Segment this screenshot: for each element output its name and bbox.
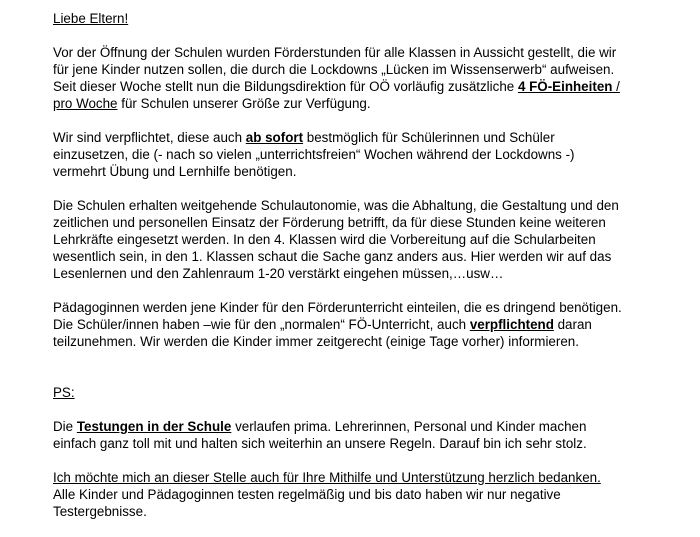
paragraph-verpflichtung [53,129,683,180]
greeting-text: Liebe Eltern! [53,11,129,26]
text-line: einfach ganz toll mit und halten sich weiterhin an unsere Regeln. Darauf bin ich sehr stolz. [53,436,587,451]
text-run: bestmöglich für Schülerinnen und Schüler [303,130,555,145]
text-run: Die Schüler/innen haben –wie für den „normalen“ FÖ-Unterricht, auch [53,317,470,332]
text-line [53,316,683,333]
text-line: Alle Kinder und Pädagoginnen testen regelmäßig und bis dato haben wir nur negative [53,487,561,502]
blank-line [53,367,683,384]
text-line: für jene Kinder nutzen sollen, die durch die Lockdowns „Lücken im Wissenserwerb“ aufweisen. [53,62,615,77]
text-run: für Schulen unserer Größe zur Verfügung. [117,96,371,111]
paragraph-paedagoginnen [53,299,683,350]
text-run: Wir sind verpflichtet, diese auch [53,130,246,145]
text-run: Die [53,419,77,434]
paragraph-foerderstunden [53,44,683,112]
text-line: Lesenlernen und den Zahlenraum 1-20 verstärkt eingehen müssen,…usw… [53,266,504,281]
text-run: / [612,79,620,94]
text-line: Lehrkräfte eingesetzt werden. In den 4. Klassen wird die Vorbereitung auf die Schularbeiten [53,232,596,247]
greeting [53,10,683,27]
text-line: teilzunehmen. Wir werden die Kinder immer zeitgerecht (einige Tage vorher) informieren. [53,334,579,349]
text-line [53,78,683,95]
ps-heading-text: PS: [53,385,75,400]
paragraph-schulautonomie [53,197,683,282]
text-run: verlaufen prima. Lehrerinnen, Personal und Kinder machen [231,419,587,434]
highlight-ab-sofort: ab sofort [245,130,304,145]
thanks-line: Ich möchte mich an dieser Stelle auch für Ihre Mithilfe und Unterstützung herzlich bedanken. [53,470,601,485]
text-line: Pädagoginnen werden jene Kinder für den Förderunterricht einteilen, die es dringend benötigen. [53,300,622,315]
text-line: Die Schulen erhalten weitgehende Schulautonomie, was die Abhaltung, die Gestaltung und den [53,198,619,213]
text-line: zeitlichen und personellen Einsatz der Förderung betrifft, da für diese Stunden keine weiteren [53,215,606,230]
text-line [53,129,683,146]
text-run: daran [553,317,592,332]
text-run: Seit dieser Woche stellt nun die Bildungsdirektion für OÖ vorläufig zusätzliche [53,79,518,94]
highlight-verpflichtend: verpflichtend [469,317,554,332]
ps-heading [53,384,683,401]
highlight-units: 4 FÖ-Einheiten [517,79,613,94]
paragraph-testungen [53,418,683,452]
paragraph-dank [53,469,683,520]
highlight-per-week: pro Woche [53,96,118,111]
text-line [53,95,683,112]
letter-document [53,10,683,537]
text-line: Vor der Öffnung der Schulen wurden Förderstunden für alle Klassen in Aussicht gestellt, die wir [53,45,617,60]
highlight-testungen: Testungen in der Schule [76,419,232,434]
text-line: vermehrt Übung und Lernhilfe benötigen. [53,164,297,179]
text-line [53,418,683,435]
text-line: Testergebnisse. [53,504,147,519]
text-line: wesentlich sein, in den 1. Klassen schaut die Sache ganz anders aus. Hier werden wir auf das [53,249,612,264]
text-line: einzusetzen, die (- nach so vielen „unterrichtsfreien“ Wochen während der Lockdowns -) [53,147,575,162]
